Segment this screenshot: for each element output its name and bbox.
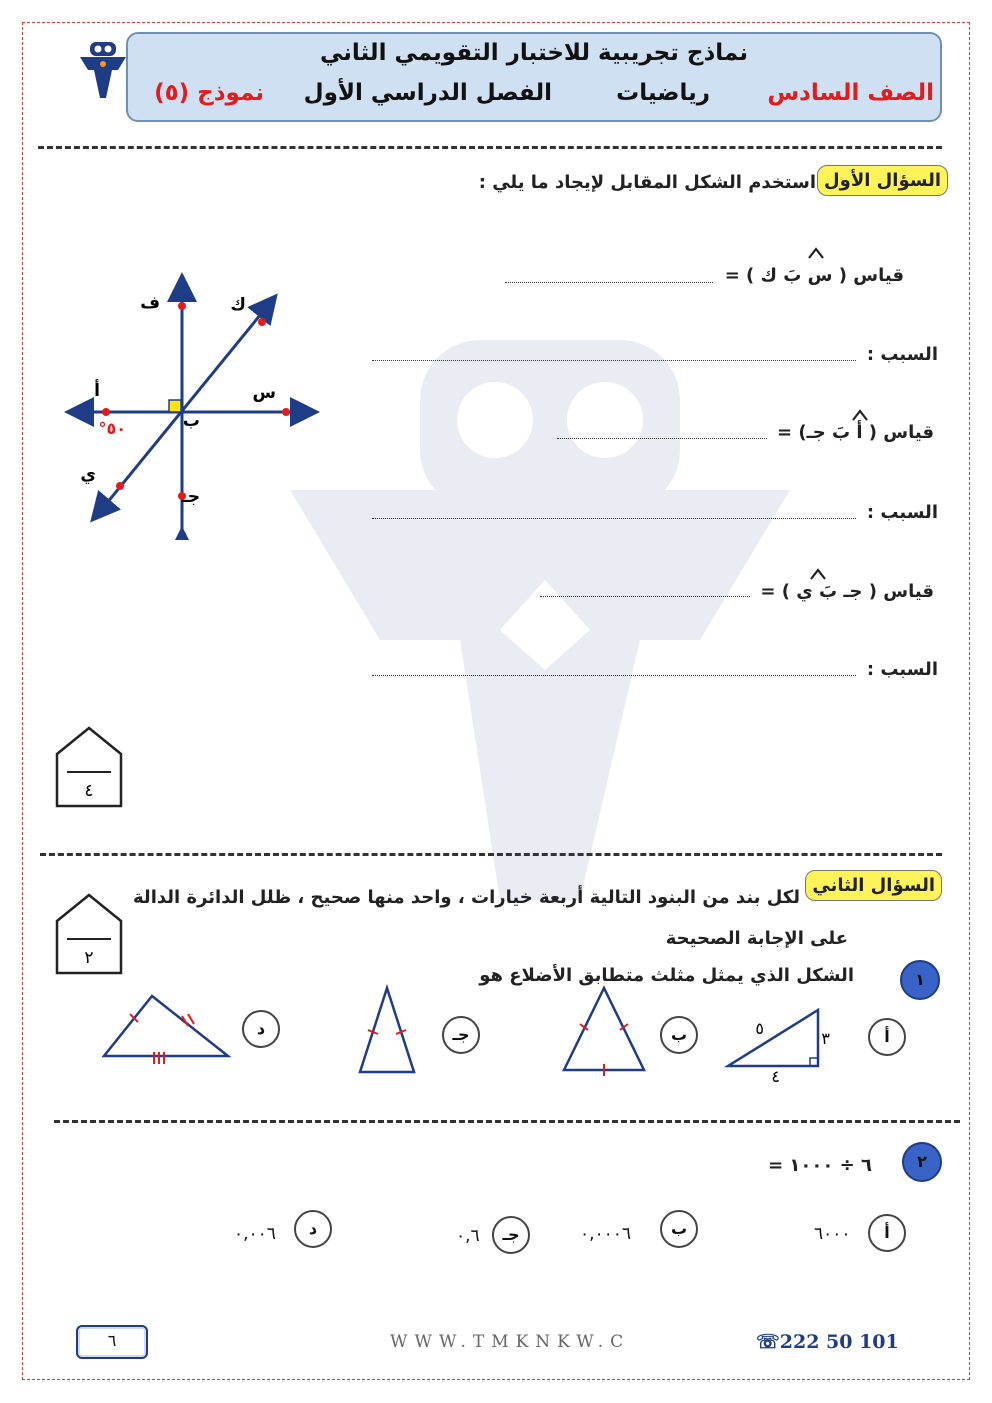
angle-hat-icon	[852, 406, 868, 425]
divider	[54, 1120, 960, 1123]
item-2-option-a[interactable]: أ	[868, 1214, 906, 1252]
diagonal-line	[98, 298, 274, 514]
isosceles-triangle-shape	[354, 984, 420, 1076]
exam-title: نماذج تجريبية للاختبار التقويمي الثاني	[320, 40, 748, 66]
q1-item2-answer[interactable]	[557, 438, 767, 439]
item-1-option-c[interactable]: جـ	[442, 1016, 480, 1054]
q2-score-box	[55, 893, 123, 975]
angle-value: ٥٠°	[98, 419, 126, 438]
label-y: ي	[80, 465, 96, 485]
label-f: ف	[140, 293, 160, 313]
question-1-instruction: استخدم الشكل المقابل لإيجاد ما يلي :	[478, 172, 816, 193]
side-hypotenuse: ٥	[755, 1019, 764, 1038]
page-number: ٦	[76, 1325, 148, 1359]
divider	[38, 146, 942, 149]
angle-hat-icon	[808, 244, 824, 263]
label-k: ك	[230, 295, 246, 315]
q1-item1-reason-line[interactable]	[372, 360, 856, 361]
q2-score: ٢	[84, 948, 94, 968]
subject-label: رياضيات	[616, 80, 710, 106]
label-j: جـ	[181, 487, 200, 507]
item-2-option-a-value: ٦٠٠٠	[814, 1224, 851, 1244]
item-2-option-c-value: ٠,٦	[456, 1226, 480, 1246]
q1-item2-reason: السبب :	[866, 502, 938, 523]
right-triangle-shape	[722, 1002, 852, 1082]
item-2-option-c[interactable]: جـ	[492, 1216, 530, 1254]
point-y	[116, 482, 124, 490]
item-2-option-d-value: ٠,٠٠٦	[234, 1224, 276, 1244]
q1-item3-reason-line[interactable]	[372, 675, 856, 676]
point-s	[282, 408, 290, 416]
header-banner	[126, 32, 942, 122]
angle-hat-icon	[810, 565, 826, 584]
side-base: ٤	[771, 1067, 780, 1082]
item-2-option-b-value: ٠,٠٠٠٦	[580, 1224, 632, 1244]
q1-score: ٤	[84, 781, 94, 801]
watermark-logo	[280, 340, 800, 900]
q1-item3-reason: السبب :	[866, 659, 938, 680]
equilateral-triangle-shape	[558, 984, 650, 1076]
intersecting-lines-figure	[60, 270, 330, 540]
q1-item2-label: قياس ( أ بَ جـ) =	[777, 422, 934, 443]
label-b: ب	[182, 411, 200, 431]
q1-item3-answer[interactable]	[540, 596, 750, 597]
point-k	[258, 318, 266, 326]
side-vertical: ٣	[821, 1029, 830, 1048]
q1-item2-reason-line[interactable]	[372, 518, 856, 519]
grade-label: الصف السادس	[767, 80, 934, 106]
model-label: نموذج (٥)	[154, 80, 264, 106]
item-1-option-b[interactable]: ب	[660, 1016, 698, 1054]
item-2-option-d[interactable]: د	[294, 1210, 332, 1248]
item-1-number: ١	[900, 960, 940, 1000]
q1-score-box	[55, 726, 123, 808]
logo-icon	[78, 40, 128, 100]
item-2-option-b[interactable]: ب	[660, 1210, 698, 1248]
right-angle-marker	[169, 400, 181, 412]
point-a	[102, 408, 110, 416]
item-1-option-d[interactable]: د	[242, 1010, 280, 1048]
item-2-question: ٦ ÷ ١٠٠٠ =	[768, 1155, 872, 1176]
question-1-badge: السؤال الأول	[817, 165, 948, 196]
term-label: الفصل الدراسي الأول	[303, 80, 552, 106]
question-2-instruction-line1: لكل بند من البنود التالية أربعة خيارات ، واحد منها صحيح ، ظلل الدائرة الدالة	[133, 887, 800, 908]
question-2-badge: السؤال الثاني	[805, 870, 942, 901]
q1-item1-answer[interactable]	[505, 282, 713, 283]
q1-item1-reason: السبب :	[866, 344, 938, 365]
label-a: أ	[94, 381, 100, 401]
website-url[interactable]: WWW.TMKNKW.C	[390, 1332, 631, 1352]
scalene-triangle-shape	[100, 990, 234, 1066]
q1-item1-label: قياس ( س بَ ك ) =	[724, 265, 904, 286]
item-1-option-a[interactable]: أ	[868, 1018, 906, 1056]
question-2-instruction-line2: على الإجابة الصحيحة	[665, 928, 848, 949]
label-s: س	[252, 383, 276, 403]
phone-number: ☏222 50 101	[756, 1331, 899, 1353]
divider	[40, 853, 942, 856]
q1-item3-label: قياس ( جـ بَ ي ) =	[760, 581, 934, 602]
item-2-number: ٢	[902, 1142, 942, 1182]
item-1-question: الشكل الذي يمثل مثلث متطابق الأضلاع هو	[479, 965, 854, 986]
point-f	[178, 302, 186, 310]
